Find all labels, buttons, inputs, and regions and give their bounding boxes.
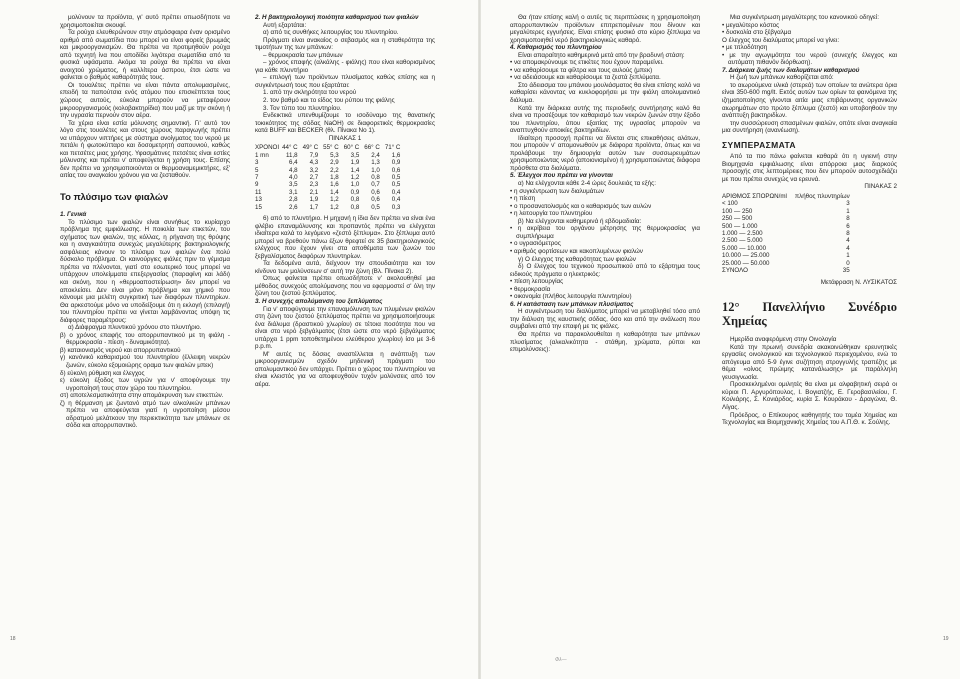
table-cell: 10.000 — 25.000: [722, 252, 770, 260]
table-cell: 8: [846, 215, 850, 223]
table-cell: 0,6: [391, 166, 401, 174]
table-cell: 5,3: [330, 151, 339, 159]
table-cell: 2,1: [309, 188, 319, 196]
table-cell: 8: [846, 230, 850, 238]
bullet-item: • η συγκέντρωση των διαλυμάτων: [510, 187, 604, 195]
body-paragraph: Για ν' αποφύγουμε την επαναμόλυνση των πλυμένων φιαλών στη ζώνη του ζεστού ξεπλύματος πρέπει να χρησιμοποιήσουμε ένα διάλυμα (δραστικού χλωρίου) σε τέτοια ποσότητα που να είναι στο νερό ξεβγάλματος (έτσι ώστε στο νερό ξεβγάλματος υπάρχει 1 ppm τοποθετημένου ελεύθερου χλωρίου) ίσο με 3-6 p.p.m.: [255, 305, 435, 351]
table-header-cell: ΑΡΙΘΜΟΣ ΣΠΟΡΩΝ/ml: [722, 193, 787, 201]
body-paragraph: Το πλύσιμο των φιαλών είναι συνήθως το κυρίαρχο πρόβλημα της εμφιάλωσης. Η ποικιλία των ετικετών, του σχήματος των φιαλών, της κόλλας, η ρήγανση της θρύψης και η αναγκαιότητα συνεχώς μεγαλύτερης βακτηριολογικής ασφάλειας κάνουν το πλύσιμο των φιαλών ένα πολύ δύσκολο πρόβλημα. Οι καινούργιες φιάλες πριν το γέμισμα πρέπει να πλένονται, γιατί στο εσωτερικό τους μπορεί να υπάρχουν υπολείμματα επεξεργασίας (παραφίνη και λάδι) και σκόνη, που η «θερμοαποστείρωση» δεν μπορεί να αποκλείσει. Δεν είναι μόνο πρόβλημα και χημικό που κάνουμε μια μελέτη συγκριτική των διαφόρων πλυντηρίων. Θα αρκεστούμε μόνο να υποδείξουμε ότι η εκλογή (επιλογή) του πλυντηρίου πρέπει να γίνεται λαμβάνοντας υπόψη τις διάφορες παραμέτρους:: [60, 218, 230, 324]
body-paragraph: Όπως φαίνεται πρέπει οπωσδήποτε ν' ακολουθηθεί μια μέθοδος συνεχούς απολύμανσης που να εφαρμοστεί σ' όλη την ζώνη του ζεστού ξεπλύματος.: [255, 275, 435, 298]
table-cell: 0,3: [391, 203, 401, 211]
table-header-cell: 71° C: [384, 144, 401, 152]
body-paragraph: Τα ρούχα ελευθερώνουν στην ατμόσφαιρα έναν ορισμένο αριθμό από σωματίδια που μπορεί να είναι φορείς βρωμιάς και μικροοργανισμών. Θα πρέπει να προτιμηθούν ρούχα από τεχνητή ίνα που αποδίδει λιγότερα σωματίδια από τα φυσικά υφάσματα. Ακόμα τα ρούχα θα πρέπει να είναι ανοιχτού χρώματος, ή καλλίτερα άσπρου, έτσι ώστε να φαίνεται ο βαθμός καθαρότητάς τους.: [60, 29, 230, 82]
list-item: δ) εύκολη ρύθμιση και έλεγχος: [60, 369, 145, 377]
table-cell: 0,8: [350, 203, 360, 211]
subsection-heading: 5. Έλεγχοι που πρέπει να γίνονται: [510, 172, 613, 180]
table-cell: 0,7: [371, 181, 380, 189]
table-cell: 2,8: [289, 196, 298, 204]
body-paragraph: Τα χέρια είναι εστία μόλυνσης σημαντική. Γι' αυτό τον λόγο στις τουαλέτες και στους χώρους παραγωγής πρέπει να υπάρχουν νιπτήρες με σύστημα ανοίγματος του νερού με πετάλι ή φωτοκύτταρο και δοσομετρητή σαπουνιού, καθώς και πετσέτες μιας χρήσης. Υφασμάτινες πετσέτες είναι εστίες μόλυνσης και πρέπει ν' αποφεύγεται η χρήση τους. Επίσης δεν πρέπει να χρησιμοποιούνται οι θερμοαναμεμικτήρες, εξ' αιτίας του αναγκαίου χρόνου για να ζεσταθούν.: [60, 119, 230, 180]
table-cell: 1.000 — 2.500: [722, 230, 763, 238]
body-paragraph: Πρόεδρος, ο Επίκουρος καθηγητής του τομέα Χημείας και Τεχνολογίας και Βιομηχανικής Χημείας του Α.Π.Θ. κ. Σούλης.: [722, 411, 897, 427]
bullet-item: • ο υγρασιόμετρος: [510, 240, 561, 248]
body-paragraph: Είναι απαραίτητο καθημερινά μετά από την βραδυνή στάση:: [518, 51, 685, 59]
bullet-item: • πίεση λειτουργίας: [510, 278, 564, 286]
table-cell: 1,3: [371, 159, 380, 167]
body-paragraph: Θα ήταν επίσης καλή ο αυτές τις περιπτώσεις η χρησιμοποίηση απορρυπαντικών προϊόντων επιτρεπομένων που δίνουν και μεγαλύτερες εγγυήσεις. Είναι επίσης φυσικό στο κύριο ξέπλυμα να χρησιμοποιηθεί νερό βακτηριολογικώς καθαρό.: [510, 14, 700, 44]
body-paragraph: Η ζωή των μπάνιων καθορίζεται από:: [730, 74, 834, 82]
body-paragraph: Τα δεδομένα αυτά, δείχνουν την σπουδαιότητα και τον κίνδυνο των μολύνσεων σ' αυτή την ζώνη (Βλ. Πίνακα 2).: [255, 260, 435, 275]
left-column-2: [255, 14, 435, 389]
body-paragraph: α) από τις συνθήκες λειτουργίας του πλυντηρίου.: [263, 29, 399, 37]
table-cell: 0,5: [371, 203, 380, 211]
bullet-item: • μεγαλύτερο κόστος: [722, 21, 780, 29]
body-paragraph: α) Διάφραγμα πλυντικού χρόνου στο πλυντήριο.: [68, 324, 202, 332]
table-cell: 11,8: [286, 151, 298, 159]
table-cell: 4,3: [309, 159, 319, 167]
table-cell: 1 mn: [255, 151, 269, 159]
table-cell: 0,5: [391, 173, 401, 181]
bullet-item: • η ακρίβεια του οργάνου μέτρησης της θερμοκρασίας για συμπλήρωμα: [510, 225, 700, 240]
table-header-cell: 66° C: [364, 144, 380, 152]
body-paragraph: Αυτή εξαρτάται:: [263, 21, 307, 29]
summary-heading: ΣΥΜΠΕΡΑΣΜΑΤΑ: [722, 139, 796, 150]
table-row: [255, 159, 405, 166]
table-row: [722, 245, 858, 252]
table-cell: 4: [846, 244, 850, 252]
table-cell: 2,3: [309, 181, 319, 189]
list-item: β) ο χρόνος επαφής του απορρυπαντικού με τη φιάλη - θερμοκρασία - πίεση - δυναμικότητα).: [60, 331, 230, 347]
table-cell: 6,4: [289, 159, 298, 167]
body-paragraph: β) Να ελέγχονται καθημερινά ή εβδομαδιαία:: [518, 217, 642, 225]
table-cell: 2,2: [330, 166, 339, 174]
table-cell: 15: [255, 203, 262, 211]
table-cell: 1,9: [309, 196, 319, 204]
table-row: [255, 196, 405, 203]
body-paragraph: 3. Τον τύπο του πλυντηρίου.: [263, 104, 342, 112]
conference-title: 12° Πανελλήνιο Συνέδριο Χημείας: [722, 300, 897, 329]
table-cell: 4,8: [289, 166, 298, 174]
table-header-cell: 60° C: [343, 144, 360, 152]
table-cell: 2,4: [371, 151, 380, 159]
table-cell: 1,6: [330, 181, 339, 189]
table-cell: 3,5: [350, 151, 360, 159]
subsection-heading: 4. Καθαρισμός του πλυντηρίου: [510, 44, 602, 52]
table-cell: 35: [842, 267, 850, 275]
body-paragraph: α) Να ελέγχονται κάθε 2-4 ώρες δουλειάς τα εξής:: [518, 180, 656, 188]
left-column-1: [60, 14, 230, 430]
table-header-cell: ΧΡΟΝΟΙ: [255, 144, 280, 152]
table-cell: 1,2: [330, 196, 339, 204]
table-cell: 1,0: [371, 166, 380, 174]
table-cell: 1,2: [350, 173, 360, 181]
table-cell: 1,4: [350, 166, 360, 174]
subsection-heading: 3. Η συνεχής απολύμανση του ξεπλύματος: [255, 297, 383, 305]
body-paragraph: – χρόνος επαφής (αλκάλης - φιάλης) που είναι καθορισμένος για κάθε πλυντήριο: [255, 59, 435, 74]
list-item: β) καταιονισμός νερού και απορρυπαντικού: [60, 346, 181, 354]
table-header-cell: πλήθος πλυντηρίων: [794, 193, 850, 201]
table-cell: 3,5: [289, 181, 298, 189]
bullet-item: • θερμοκρασία: [510, 285, 551, 293]
body-paragraph: Κατά την διάρκεια αυτής της περιοδικής συντήρησης καλό θα είναι να προσέξουμε τον καθαρισμό των νεκρών ζωνών στην έξοδο του πλυντηρίου, όπου εξαιτίας της υγρασίας μπορούν να αναπτυχθούν αποικίες βακτηριδίων.: [510, 104, 700, 135]
table-row: [722, 208, 858, 215]
table-cell: 13: [255, 196, 262, 204]
table-title: ΠΙΝΑΚΑΣ 2: [864, 183, 897, 191]
body-paragraph: το αιωρούμενα υλικά (στερεά) των οποίων τα ανώτερα όρια είναι 350-600 mg/lt. Εκτός αυτών των ορίων τα φαινόμενα της ιζηματοποίησης γίνονται αιτία μιας επιβάρυνσης οργανικών αιωρημάτων στο πρώτο ξέπλυμα (ζεστό) και υποβοηθούν την ανάπτυξη βακτηριδίων.: [722, 81, 897, 120]
table-cell: ΣΥΝΟΛΟ: [722, 267, 748, 275]
table-cell: 6: [846, 222, 850, 230]
table-cell: < 100: [722, 200, 738, 208]
body-paragraph: – θερμοκρασία των μπάνιων: [263, 51, 343, 59]
list-item: γ) κανόνικό καθαρισμού του πλυντηρίου (έλλειψη νεκρών ζωνών, εύκολο εξομοιώρης οραμα των φιαλών μπεκ): [60, 354, 230, 369]
bullet-item: • με τιτλοδότηση: [722, 44, 768, 52]
table-cell: 5.000 — 10.000: [722, 244, 767, 252]
table-row: [722, 267, 858, 274]
table-cell: 5: [255, 166, 259, 174]
body-paragraph: Ιδιαίτερη προσοχή πρέπει να δίνεται στις επικαθήσεις αλάτων, που μπορούν ν' απομονωθούν με διάφορα προϊόντα, όπως και να προλάβουμε την δημιουργία αυτών των συσσωρευμάτων χρησιμοποιώντας νερό (αποιονισμένο) ή χρησιμοποιώντας διάφορα πρόσθετα στα διαλύματα.: [510, 134, 700, 172]
table-cell: 25.000 — 50.000: [722, 259, 770, 267]
table-cell: 1,8: [330, 173, 339, 181]
table-row: [722, 260, 858, 267]
body-paragraph: – επιλογή των προϊόντων πλυσίματος καθώς επίσης και η συγκέντρωσή τους που εξαρτάται:: [255, 74, 435, 89]
table-row: [255, 174, 405, 181]
table-cell: 3: [255, 159, 259, 167]
body-paragraph: Η συγκέντρωση του διαλύματος μπορεί να μεταβληθεί τόσο από την διάλυση της καυστικής σόδας, όσο και από την ανάλωση που συμβαίνει από την επαφή με τις φιάλες.: [510, 308, 700, 331]
table-cell: 0,6: [371, 188, 380, 196]
bullet-item: • με την αγωγιμότητα του νερού (συνεχής έλεγχος και αυτόματη πιθανόν διόρθωση).: [722, 51, 897, 67]
subsection-heading: 1. Γενικά: [60, 211, 87, 219]
bullet-item: • να απομακρύνουμε τις ετικέτες που έχουν παραμείνει.: [510, 59, 664, 67]
body-paragraph: γ) Ο έλεγχος της καθαρότητας των φιαλών: [518, 255, 636, 263]
table-header-cell: 44° C: [282, 144, 298, 152]
bullet-item: Ο έλεγχος του διαλύματος μπορεί να γίνει:: [722, 36, 840, 44]
table-cell: 0,9: [391, 159, 401, 167]
table-row: [722, 230, 858, 237]
table-cell: 0,8: [350, 196, 360, 204]
right-column-1: [510, 14, 700, 354]
table-cell: 4: [846, 237, 850, 245]
body-paragraph: την συσσώρευση σπασμένων φιαλών, οπότε είναι αναγκαία μια συντήρηση (ανανέωση).: [722, 119, 897, 135]
table-cell: 3,2: [309, 166, 319, 174]
translator-credit: Μετάφραση Ν. ΛΥΣΙΚΑΤΟΣ: [820, 278, 897, 286]
table-2: [722, 193, 858, 274]
body-paragraph: Από τα πιο πάνω φαίνεται καθαρά ότι η υγιεινή στην Βιομηχανία εμφιάλωσης είναι απόρροια μιας διαρκούς προσοχής στις λεπτομέρειες που δεν μπορούν αυτοσχεδιάζει με που πρέπει συνεχώς να ερευνά.: [722, 153, 897, 183]
body-paragraph: 6) από το πλυντήριο. Η μηχανή η ίδια δεν πρέπει να είναι ένα φλέβιο επαναμόλυνσης και προπαντός πρέπει να ελέγχεται ιδιαίτερα καλά το λεγόμενο «ζεστό ξέπλυμα». Στο ξέπλυμα αυτό μπορεί να βρεθούν πάνω έξων θρεφτεί σε 35 βακτηριολογικούς ελέγχους που έχουν γίνει στα αποθέματα των ζωνών του ξεβγαλίσματος διαφόρων πλυντηρίων.: [255, 214, 435, 260]
body-paragraph: Προσκεκλημένοι ομιλητές θα είναι με αλφαβητική σειρά οι κύριοι Π. Αργυρόπουλος, Ι. Βογιατζής, Ε. Γεροβασιλείου, Γ. Κοιλιάρης, Σ. Κονιάρδος, κυρία Σ. Κουράκου - Δραγώνα, Θ. Λίγας.: [722, 381, 897, 411]
table-cell: 3: [846, 200, 850, 208]
table-cell: 2,7: [309, 173, 319, 181]
table-row: [722, 200, 858, 207]
table-row: [255, 167, 405, 174]
table-cell: 0,5: [391, 181, 401, 189]
table-cell: 11: [255, 188, 262, 196]
table-header-cell: 55° C: [323, 144, 339, 152]
table-cell: 0,8: [371, 173, 380, 181]
table-row: [722, 252, 858, 259]
table-cell: 2,6: [289, 203, 298, 211]
table-cell: 500 — 1.000: [722, 222, 758, 230]
table-cell: 0,6: [371, 196, 380, 204]
bullet-item: • αριθμός φορτίσεων και κακοπλυμένων φιαλών: [510, 247, 643, 255]
section-heading: Το πλύσιμο των φιαλών: [60, 192, 169, 204]
body-paragraph: Θα πρέπει να παρακολουθείται η καθαρότητα των μπάνιων πλυσίματος (αλκαλικότητα - στάθμη, χρώματα, ρύποι και επιμολύνσεις):: [510, 330, 700, 354]
table-row: [255, 181, 405, 188]
table-cell: 1,4: [330, 188, 339, 196]
bullet-item: • να καθαρίσουμε τα φίλτρα και τους αυλούς (μπεκ): [510, 66, 653, 74]
table-cell: 0,4: [391, 196, 401, 204]
table-1: [255, 144, 405, 211]
body-paragraph: Οι τουαλέτες πρέπει να είναι πάντα απολυμασμένες, επειδή τα παπούτσια ενός ατόμου που επισκέπτεται τους χώρους αυτούς, εύκολα μπορούν να μεταφέρουν μικροοργανισμούς (κολοβακτηρίδια) που μαζί με την σκόνη ή την υγρασία περνούν στον αέρα.: [60, 81, 230, 120]
table-cell: 0,4: [391, 188, 401, 196]
subsection-heading: 6. Η κατάσταση των μπάνιων πλυσίματος: [510, 300, 634, 308]
table-cell: 250 — 500: [722, 215, 753, 223]
table-cell: 0,9: [350, 188, 360, 196]
table-row: [255, 189, 405, 196]
table-cell: 4,0: [289, 173, 298, 181]
page-number-right: 19: [943, 636, 949, 642]
table-row: [722, 237, 858, 244]
table-cell: 1: [846, 207, 850, 215]
table-cell: 0: [846, 259, 850, 267]
subsection-heading: 7. Διάρκεια ζωής των διαλυμάτων καθαρισμού: [722, 66, 860, 74]
table-cell: 7,9: [309, 151, 319, 159]
bullet-item: • δυσκολία στο ξέβγαλμα: [722, 29, 792, 37]
body-paragraph: Στο άδειασμα του μπάνιου μουλιάσματος θα είναι επίσης καλό να καθαρίσει κάνοντας να κυκλοφορήσει με την φιάλη απολυμαντικό διάλυμα.: [510, 81, 700, 105]
table-cell: 2,9: [330, 159, 339, 167]
body-paragraph: 2. τον βαθμό και το είδος του ρύπου της φιάλης: [263, 97, 395, 105]
table-title: ΠΙΝΑΚΑΣ 1: [328, 134, 362, 142]
table-cell: 1,2: [330, 203, 339, 211]
table-row: [722, 215, 858, 222]
body-paragraph: 1. από την σκληρότητα του νερού: [263, 89, 357, 97]
table-cell: 1,0: [350, 181, 360, 189]
table-header-cell: 49° C: [302, 144, 319, 152]
body-paragraph: Μια συγκέντρωση μεγαλύτερης του κανονικού οδηγεί:: [730, 14, 879, 21]
bullet-item: • η λειτουργία του πλυντηρίου: [510, 210, 593, 218]
bullet-item: • οικονομία (πλήθος λειτουργία πλυντηρίου): [510, 293, 632, 301]
table-cell: 1,9: [350, 159, 360, 167]
list-item: ζ) η θέρμανση με ζωντανό ατμό των αλκαλικών μπάνιων πρέπει να αποφεύγεται γιατί η υγροποίηση μέσου αδρατμού μελάτκουν την περιεκτικότητα των μπάνιων σε σόδα και απορρυπαντικό.: [60, 399, 230, 430]
bullet-item: • να αδειάσουμε και καθαρίσουμε τα ζεστά ξεπλύματα.: [510, 74, 661, 82]
table-cell: 100 — 250: [722, 207, 753, 215]
table-cell: 3,1: [289, 188, 298, 196]
body-paragraph: Κατά την πρωινή συνεδρία ακακοινώθηκαν ερευνητικές εργασίες οινολογικού και τεχνολογικού περιεχομένου, ενώ το απόγευμα από 5-9 έγινε συζήτηση στρογγυλής τραπέζης με θέμα «οίνος πρώιμης κατανάλωσης» με παράλληλη γευσιγνωσία.: [722, 343, 897, 381]
table-cell: 7: [255, 173, 259, 181]
table-cell: 2.500 — 5.000: [722, 237, 763, 245]
bullet-item: • η πίεση: [510, 195, 536, 203]
table-cell: 9: [255, 181, 259, 189]
subsection-heading: 2. Η βακτηριολογική ποιότητα καθαρισμού των φιαλών: [255, 14, 419, 21]
table-cell: 1: [846, 252, 850, 260]
body-paragraph: Πράγματι είναι ανακαίος ο σεβασμός και η σταθερότητα της τιμοτήτων της των μπάνιων:: [255, 36, 435, 52]
page-number-left: 18: [10, 636, 16, 642]
body-paragraph: Μ' αυτές τις δόσεις αναστέλλεται η ανάπτυξη των μικροοργανισμών σχεδόν μηδενική πράγματι του απολυμαντικού δεν υπάρχει. Πρέπει ο χώρος του πλυντηρίου να είναι κλειστός για να αποφευχθούν τυχόν μολύνσεις από τον αέρα.: [255, 350, 435, 388]
body-paragraph: μολύνουν τα προϊόντα, γι' αυτό πρέπει οπωσδήποτε να χρησιμοποιείται σκουφί.: [60, 14, 230, 29]
right-column-2: [722, 14, 897, 427]
table-row: [722, 223, 858, 230]
right-page: [480, 0, 960, 679]
list-item: στ) αποτελεσματικότητα στην απομάκρυνση των ετικεττών.: [60, 392, 224, 400]
table-cell: 1,7: [309, 203, 319, 211]
list-item: ε) εύκολη έξοδος των υγρών για ν' αποφύγουμε την υγροποίησή τους στον χώρο του πλυντηρίου.: [60, 377, 230, 392]
body-paragraph: Ημερίδα αναφερόμενη στην Οινολογία: [730, 336, 837, 344]
table-row: [255, 204, 405, 211]
body-paragraph: Ενδεικτικά υπενθυμίζουμε το ισοδύναμο της θανατικής τοκικότητος της σόδας NaOH) σε διαφορετικές θερμοκρασίες κατά BUFF και BECKER (θλ. Πίνακα Νο 1).: [255, 112, 435, 135]
body-paragraph: δ) Ο έλεγχος του τεχνικού προσωπικού από το εξάρτημα τους ειδικούς πράγματα ο ηλεκτρικός:: [510, 263, 700, 278]
bottom-stamp: Φλ—: [555, 657, 567, 663]
table-cell: 1,6: [391, 151, 401, 159]
bullet-item: • ο προσανατολισμός και ο καθαρισμός των αυλών: [510, 202, 652, 210]
table-row: [255, 152, 405, 159]
